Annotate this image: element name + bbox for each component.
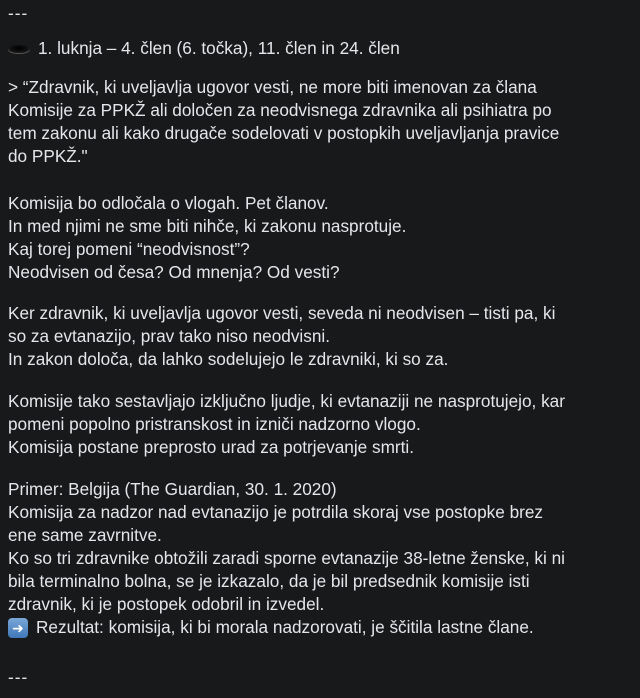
quote-line: tem zakonu ali kako drugače sodelovati v postopkih uveljavljanja pravice xyxy=(8,123,560,143)
separator-bottom: --- xyxy=(8,667,29,687)
text-line: In zakon določa, da lahko sodelujejo le zdravniki, ki so za. xyxy=(8,349,449,369)
quote-block xyxy=(8,76,632,168)
right-arrow-icon: ➜ xyxy=(8,618,28,638)
quote-line: > “Zdravnik, ki uveljavlja ugovor vesti, ne more biti imenovan za člana xyxy=(8,77,537,97)
result-text: Rezultat: komisija, ki bi morala nadzorovati, je ščitila lastne člane. xyxy=(36,617,534,637)
quote-line: do PPKŽ." xyxy=(8,146,88,166)
text-line: pomeni popolno pristranskost in izniči nadzorno vlogo. xyxy=(8,414,421,434)
quote-line: Komisije za PPKŽ ali določen za neodvisnega zdravnika ali psihiatra po xyxy=(8,100,552,120)
heading-text: 1. luknja – 4. člen (6. točka), 11. člen in 24. člen xyxy=(38,38,400,58)
section-heading xyxy=(8,37,400,60)
text-line: zdravnik, ki je postopek odobril in izvedel. xyxy=(8,594,325,614)
paragraph-commission xyxy=(8,192,632,284)
text-line: Primer: Belgija (The Guardian, 30. 1. 2020) xyxy=(8,479,337,499)
text-line: Komisije tako sestavljajo izključno ljudje, ki evtanaziji ne nasprotujejo, kar xyxy=(8,391,565,411)
text-line: ene same zavrnitve. xyxy=(8,525,162,545)
text-line: Ko so tri zdravnike obtožili zaradi sporne evtanazije 38-letne ženske, ki ni xyxy=(8,548,565,568)
text-line: In med njimi ne sme biti nihče, ki zakonu nasprotuje. xyxy=(8,216,407,236)
paragraph-independence xyxy=(8,302,632,371)
text-line: so za evtanazijo, prav tako niso neodvisni. xyxy=(8,326,330,346)
separator-top: --- xyxy=(8,3,29,23)
text-line: Kaj torej pomeni “neodvisnost”? xyxy=(8,239,250,259)
text-line: Neodvisen od česa? Od mnenja? Od vesti? xyxy=(8,262,340,282)
text-line: Komisija bo odločala o vlogah. Pet članov. xyxy=(8,193,329,213)
hole-icon xyxy=(8,45,30,53)
result-line xyxy=(8,616,632,639)
paragraph-belgium-example xyxy=(8,478,632,639)
text-line: Komisija postane preprosto urad za potrjevanje smrti. xyxy=(8,437,415,457)
paragraph-bias xyxy=(8,390,632,459)
text-line: bila terminalno bolna, se je izkazalo, da je bil predsednik komisije isti xyxy=(8,571,530,591)
text-line: Ker zdravnik, ki uveljavlja ugovor vesti, seveda ni neodvisen – tisti pa, ki xyxy=(8,303,556,323)
text-line: Komisija za nadzor nad evtanazijo je potrdila skoraj vse postopke brez xyxy=(8,502,544,522)
